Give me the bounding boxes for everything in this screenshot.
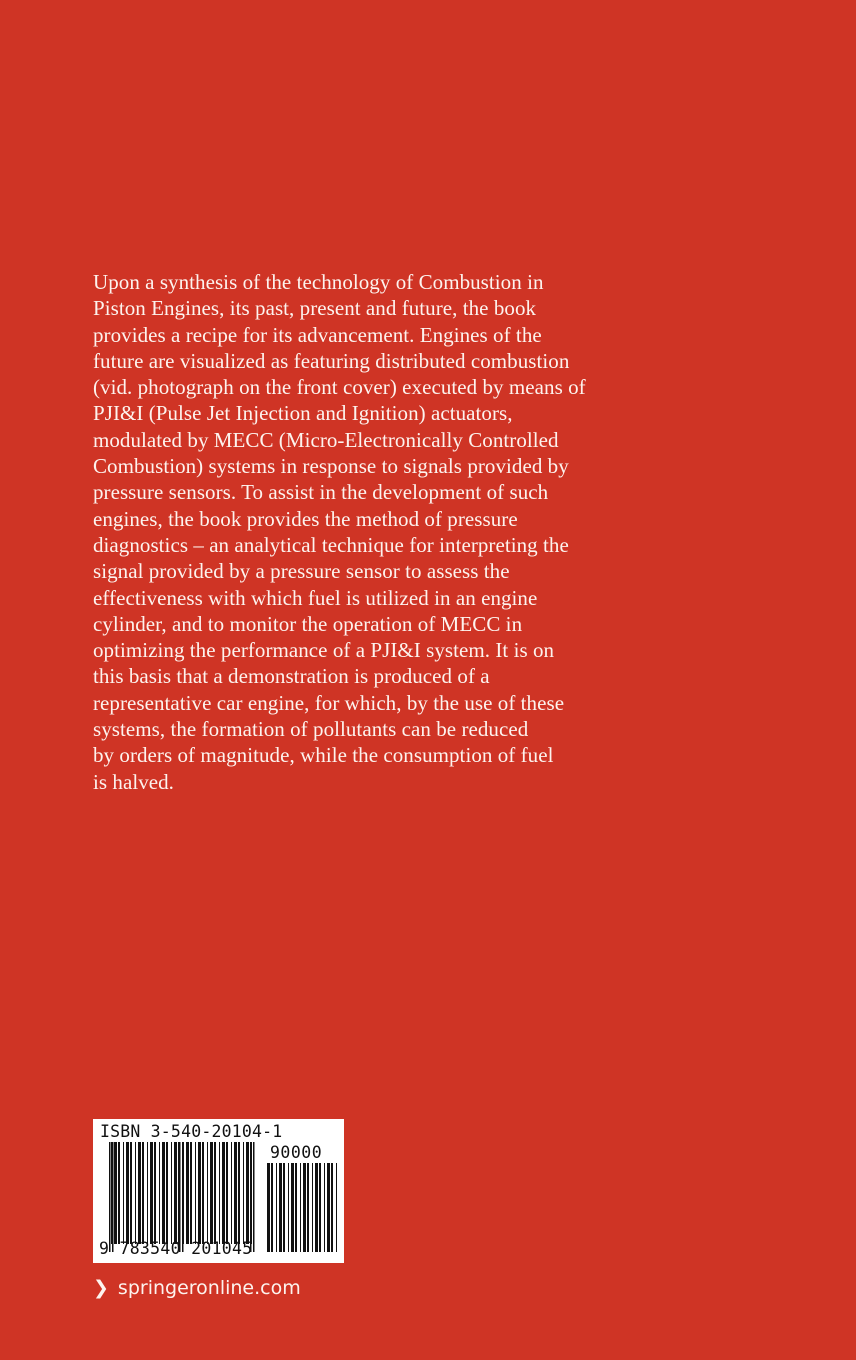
back-cover-blurb xyxy=(93,269,633,795)
blurb-line: PJI&I (Pulse Jet Injection and Ignition) actuators, xyxy=(93,401,513,426)
blurb-line: Combustion) systems in response to signals provided by xyxy=(93,454,569,479)
blurb-line: future are visualized as featuring distributed combustion xyxy=(93,348,570,373)
blurb-line: pressure sensors. To assist in the development of such xyxy=(93,480,549,505)
blurb-line: provides a recipe for its advancement. Engines of the xyxy=(93,322,542,347)
blurb-line: cylinder, and to monitor the operation of MECC in xyxy=(93,611,523,636)
blurb-line: representative car engine, for which, by the use of these xyxy=(93,690,565,715)
blurb-line: signal provided by a pressure sensor to assess the xyxy=(93,559,510,584)
blurb-line: (vid. photograph on the front cover) executed by means of xyxy=(93,375,586,400)
blurb-line: systems, the formation of pollutants can be reduced xyxy=(93,717,529,742)
blurb-line: Piston Engines, its past, present and future, the book xyxy=(93,296,537,321)
chevron-right-icon: ❯ xyxy=(93,1277,109,1299)
blurb-line: is halved. xyxy=(93,769,174,794)
website-label: springeronline.com xyxy=(117,1277,301,1299)
blurb-line: this basis that a demonstration is produced of a xyxy=(93,664,490,689)
blurb-line: effectiveness with which fuel is utilized in an engine xyxy=(93,585,538,610)
isbn-label: ISBN 3-540-20104-1 xyxy=(100,1122,283,1141)
blurb-line: by orders of magnitude, while the consumption of fuel xyxy=(93,743,554,768)
blurb-line: diagnostics – an analytical technique for interpreting the xyxy=(93,532,569,557)
blurb-line: engines, the book provides the method of pressure xyxy=(93,506,518,531)
publisher-website[interactable] xyxy=(93,1277,301,1299)
isbn-barcode xyxy=(93,1119,344,1263)
blurb-line: modulated by MECC (Micro-Electronically Controlled xyxy=(93,427,559,452)
price-code: 90000 xyxy=(270,1143,323,1162)
blurb-line: optimizing the performance of a PJI&I system. It is on xyxy=(93,638,555,663)
blurb-line: Upon a synthesis of the technology of Combustion in xyxy=(93,270,544,294)
ean-number: 9 783540 201045 xyxy=(99,1239,253,1258)
